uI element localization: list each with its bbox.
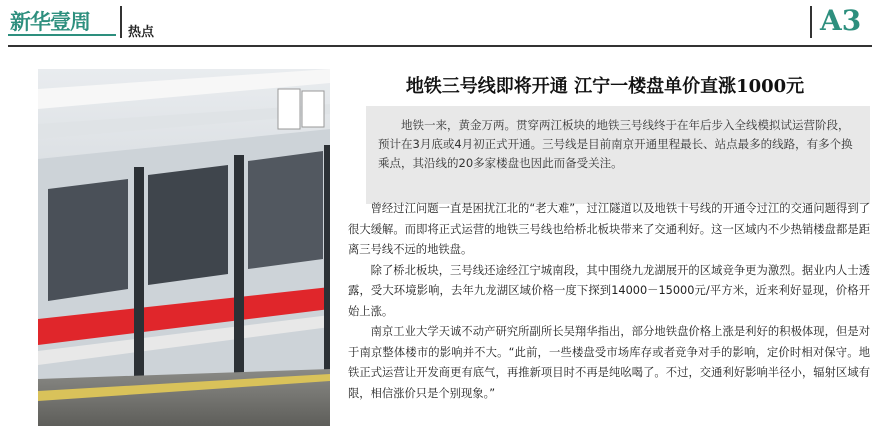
brand-underline: [8, 34, 116, 36]
masthead-rule: [8, 45, 872, 47]
page-divider: [810, 6, 812, 38]
article-paragraph-1: 曾经过江问题一直是困扰江北的“老大难”，过江隧道以及地铁十号线的开通令过江的交通问题得到了很大缓解。而即将正式运营的地铁三号线也给桥北板块带来了交通利好。这一区域内不少热销楼盘都是距离三号线不远的地铁盘。: [348, 202, 870, 256]
page-number: A3: [820, 4, 862, 37]
brand-logo[interactable]: 新华壹周: [10, 10, 90, 34]
article-lead: 地铁一来，黄金万两。贯穿两江板块的地铁三号线终于在年后步入全线模拟试运营阶段，预计在3月底或4月初正式开通。三号线是目前南京开通里程最长、站点最多的线路，有多个换乘点，其沿线的20多家楼盘也因此而备受关注。: [378, 118, 853, 170]
masthead-divider: [120, 6, 122, 38]
article-paragraph-3: 南京工业大学天诚不动产研究所副所长吴翔华指出，部分地铁盘价格上涨是利好的积极体现，但是对于南京整体楼市的影响并不大。“此前，一些楼盘受市场库存或者竞争对手的影响，定价时相对保守。地铁正式运营让开发商更有底气，再推新项目时不再是纯吆喝了。不过，交通利好影响半径小，辐射区域有限，相信涨价只是个别现象。”: [348, 325, 870, 400]
masthead: [0, 0, 880, 46]
article-body: [348, 199, 870, 404]
article-headline: 地铁三号线即将开通 江宁一楼盘单价直涨1000元: [405, 76, 805, 97]
section-label: 热点: [128, 25, 155, 40]
article-lead-box: [366, 106, 870, 204]
subway-platform-photo: [38, 69, 330, 426]
article-paragraph-2: 除了桥北板块，三号线还途经江宁城南段，其中围绕九龙湖展开的区域竞争更为激烈。据业内人士透露，受大环境影响，去年九龙湖区域价格一度下探到14000－15000元/平方米，近来利好显现，价格开始上涨。: [348, 263, 870, 318]
